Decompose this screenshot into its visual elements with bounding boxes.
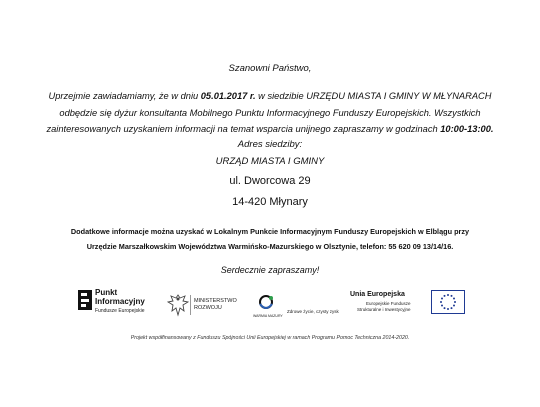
paragraph-line-2: odbędzie się dyżur konsultanta Mobilnego Punktu Informacyjnego Funduszy Europejskich. Wszystkich (59, 107, 481, 118)
ministerstwo-rozwoju-logo (167, 293, 237, 319)
eu-flag-icon (431, 290, 465, 314)
paragraph-line-1: Uprzejmie zawiadamiamy, że w dniu 05.01.2017 r. w siedzibie URZĘDU MIASTA I GMINY W MŁYNARACH (48, 91, 492, 101)
punkt-logo-sub: Fundusze Europejskie (95, 308, 145, 314)
info-line-1: Dodatkowe informacje można uzyskać w Lokalnym Punkcie Informacyjnym Funduszy Europejskich w Elblągu przy (70, 227, 470, 236)
warmia-mazury-logo (253, 294, 353, 320)
region-slogan: Zdrowe życie, czysty zysk (287, 309, 339, 314)
footer-note: Projekt współfinansowany z Funduszu Spójności Unii Europejskiej w ramach Programu Pomoc Techniczna 2014-2020. (130, 335, 410, 341)
punkt-informacyjny-logo (78, 286, 158, 320)
address-label: Adres siedziby: (237, 139, 303, 150)
address-name: URZĄD MIASTA I GMINY (215, 156, 325, 167)
eu-subtitle: Europejskie Fundusze Strukturalne i Inwestycyjne (357, 301, 411, 312)
punkt-logo-text: Punkt Informacyjny (95, 288, 145, 306)
fe-logo-icon (78, 290, 92, 310)
address-city: 14-420 Młynary (232, 196, 308, 208)
ministry-divider (190, 295, 191, 315)
eu-logo (350, 290, 465, 320)
greeting: Szanowni Państwo, (228, 63, 312, 74)
additional-info (0, 224, 540, 254)
closing: Serdecznie zapraszamy! (220, 265, 320, 275)
ministry-logo-text: MINISTERSTWO ROZWOJU (194, 298, 237, 311)
eu-title: Unia Europejska (350, 291, 405, 298)
paragraph-line-3: zainteresowanych uzyskaniem informacji na temat wsparcia unijnego zapraszamy w godzinach 10:00-13:00. (46, 124, 494, 134)
announcement-paragraph (0, 88, 540, 138)
eagle-emblem-icon (167, 293, 189, 317)
info-line-2: Urzędzie Marszałkowskim Województwa Warmińsko-Mazurskiego w Olsztynie, telefon: 55 620 09 13/14/16. (86, 242, 454, 251)
region-logo-name: WARMIA MAZURY (253, 314, 283, 318)
region-mark-icon (256, 294, 276, 314)
address-street: ul. Dworcowa 29 (229, 175, 311, 187)
